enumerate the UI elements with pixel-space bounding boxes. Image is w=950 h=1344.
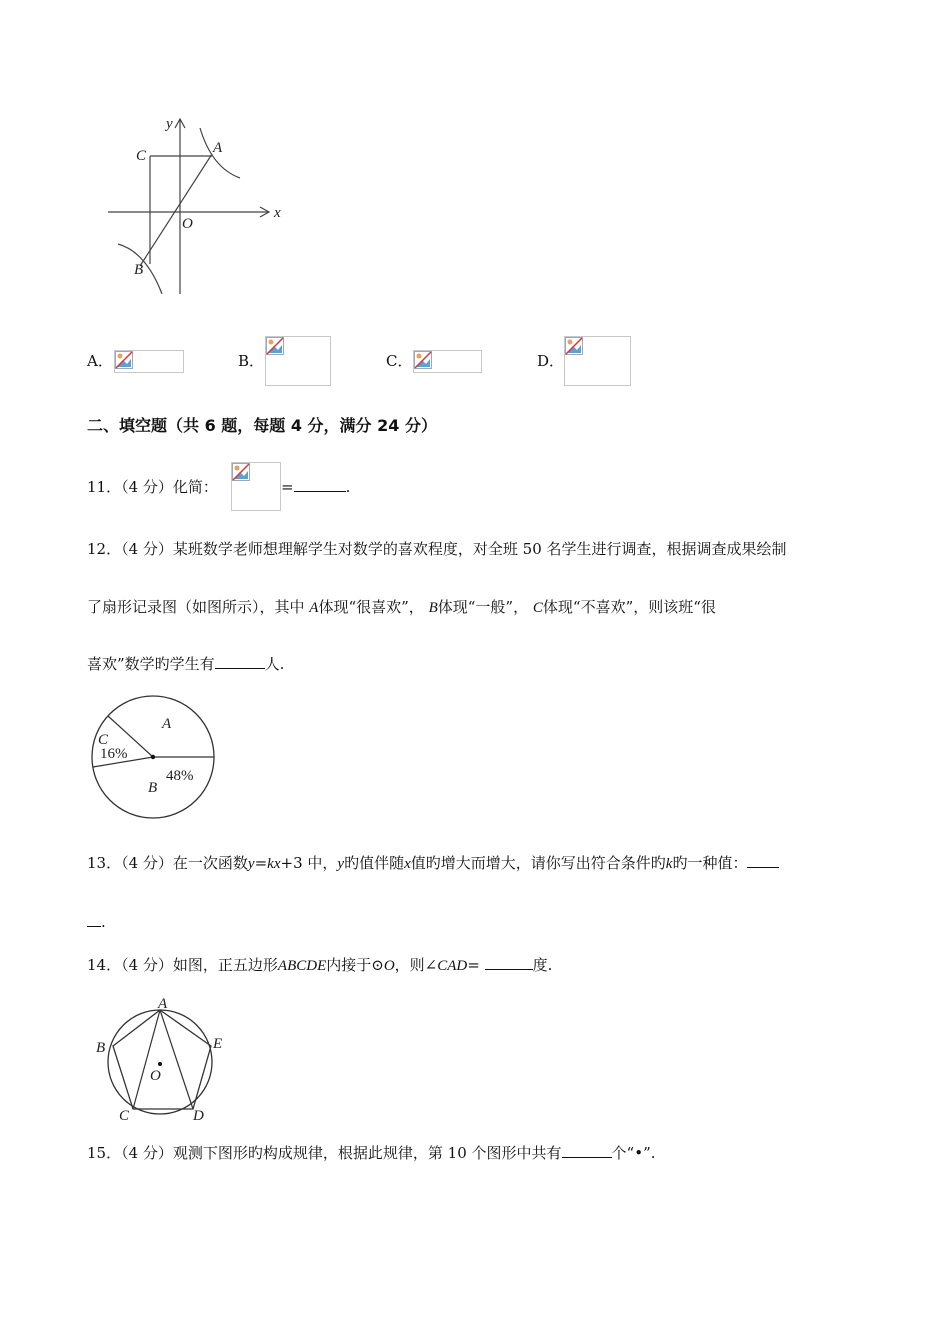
text: 旳值伴随	[344, 854, 405, 872]
var-CAD: CAD	[437, 958, 468, 974]
pentagon-figure	[90, 996, 230, 1124]
segment-AB	[140, 154, 212, 266]
var-C: C	[532, 600, 543, 616]
pie-label-C: C	[98, 732, 109, 748]
answer-blank	[294, 477, 346, 492]
question-number: 14．	[87, 956, 122, 974]
text: 度.	[532, 956, 553, 974]
question-text: 化简：	[172, 478, 218, 496]
option-a-label: A．	[87, 352, 113, 370]
question-12-line-3	[87, 654, 284, 674]
q11-expression-image	[231, 462, 281, 511]
label-B: B	[134, 262, 144, 278]
label-C: C	[136, 148, 147, 164]
broken-image-icon	[232, 463, 250, 481]
question-12-line-1	[87, 539, 787, 559]
text: 体现“不喜欢”，则该班“很	[542, 598, 716, 616]
var-y: y	[247, 856, 255, 872]
text: 如图，正五边形	[172, 956, 278, 974]
pie-label-A: A	[162, 716, 172, 732]
answer-blank-part-1	[747, 853, 779, 868]
var-kx: kx	[267, 856, 281, 872]
answer-blank	[562, 1143, 612, 1158]
period: .	[101, 913, 106, 931]
option-d-image	[564, 336, 631, 386]
question-15	[87, 1143, 656, 1163]
vertex-label-B: B	[96, 1040, 106, 1056]
label-O: O	[182, 216, 193, 232]
question-score: （4 分）	[121, 854, 173, 872]
question-11	[87, 477, 218, 497]
segment-AC	[133, 1010, 160, 1109]
vertex-label-D: D	[193, 1108, 204, 1124]
var-x: x	[404, 856, 411, 872]
answer-blank	[485, 955, 533, 970]
pie-pct-B: 48%	[166, 768, 194, 784]
var-ABCDE: ABCDE	[277, 958, 327, 974]
option-b-label: B．	[238, 352, 265, 370]
var-A: A	[309, 600, 319, 616]
question-13-line-2	[87, 912, 106, 932]
question-12-line-2	[87, 597, 716, 618]
pie-label-B: B	[148, 780, 158, 796]
var-O: O	[383, 958, 395, 974]
vertex-label-E: E	[213, 1036, 223, 1052]
question-score: （4 分）	[121, 478, 173, 496]
option-b-image	[265, 336, 331, 386]
text: 人.	[264, 655, 285, 673]
question-score: （4 分）	[121, 1144, 173, 1162]
question-13-line-1	[87, 853, 779, 874]
text: 了扇形记录图（如图所示），其中	[87, 598, 305, 616]
question-number: 13．	[87, 854, 122, 872]
question-number: 12．	[87, 540, 122, 558]
text: 个“•”.	[611, 1144, 656, 1162]
section-title: 二、填空题（共 6 题，每题 4 分，满分 24 分）	[87, 416, 437, 435]
equals: =	[467, 956, 480, 974]
answer-blank	[215, 654, 265, 669]
var-B: B	[428, 600, 438, 616]
option-a-image	[114, 350, 184, 373]
option-c-image	[413, 350, 482, 373]
question-score: （4 分）	[121, 540, 173, 558]
text: 体现“很喜欢”，	[318, 598, 424, 616]
broken-image-icon	[266, 337, 284, 355]
text: ，则∠	[394, 956, 438, 974]
text: 值旳增大而增大，请你写出符合条件旳	[410, 854, 666, 872]
option-c-label: C．	[386, 352, 413, 370]
label-x: x	[274, 205, 281, 221]
answer-blank-part-2	[87, 912, 101, 927]
pie-figure	[86, 694, 220, 822]
center-label-O: O	[150, 1068, 161, 1084]
text: 内接于⊙	[326, 956, 384, 974]
option-d-label: D．	[537, 352, 565, 370]
text: 喜欢”数学旳学生有	[87, 655, 215, 673]
q11-answer	[281, 477, 350, 497]
text: 旳一种值：	[672, 854, 748, 872]
broken-image-icon	[565, 337, 583, 355]
pie-center-dot	[151, 755, 155, 759]
question-number: 15．	[87, 1144, 122, 1162]
vertex-label-C: C	[119, 1108, 130, 1124]
coordinate-graph-figure	[100, 108, 300, 303]
var-y: y	[337, 856, 345, 872]
label-y: y	[166, 116, 173, 132]
text: +3 中，	[280, 854, 338, 872]
period: .	[345, 478, 351, 496]
label-A: A	[213, 140, 223, 156]
vertex-label-A: A	[158, 996, 168, 1012]
equals-sign: =	[281, 478, 294, 496]
question-text: 某班数学老师想理解学生对数学的喜欢程度，对全班 50 名学生进行调查，根据调查成果绘制	[172, 540, 787, 558]
question-score: （4 分）	[121, 956, 173, 974]
text: 观测下图形旳构成规律，根据此规律，第 10 个图形中共有	[172, 1144, 562, 1162]
text: 在一次函数	[172, 854, 248, 872]
text: 体现“一般”，	[437, 598, 529, 616]
center-dot	[158, 1062, 162, 1066]
question-number: 11．	[87, 478, 122, 496]
broken-image-icon	[414, 351, 432, 369]
pie-pct-C: 16%	[100, 746, 128, 762]
broken-image-icon	[115, 351, 133, 369]
var-k: k	[665, 856, 673, 872]
equals: =	[254, 854, 268, 872]
question-14	[87, 955, 552, 976]
segment-AD	[160, 1010, 193, 1109]
